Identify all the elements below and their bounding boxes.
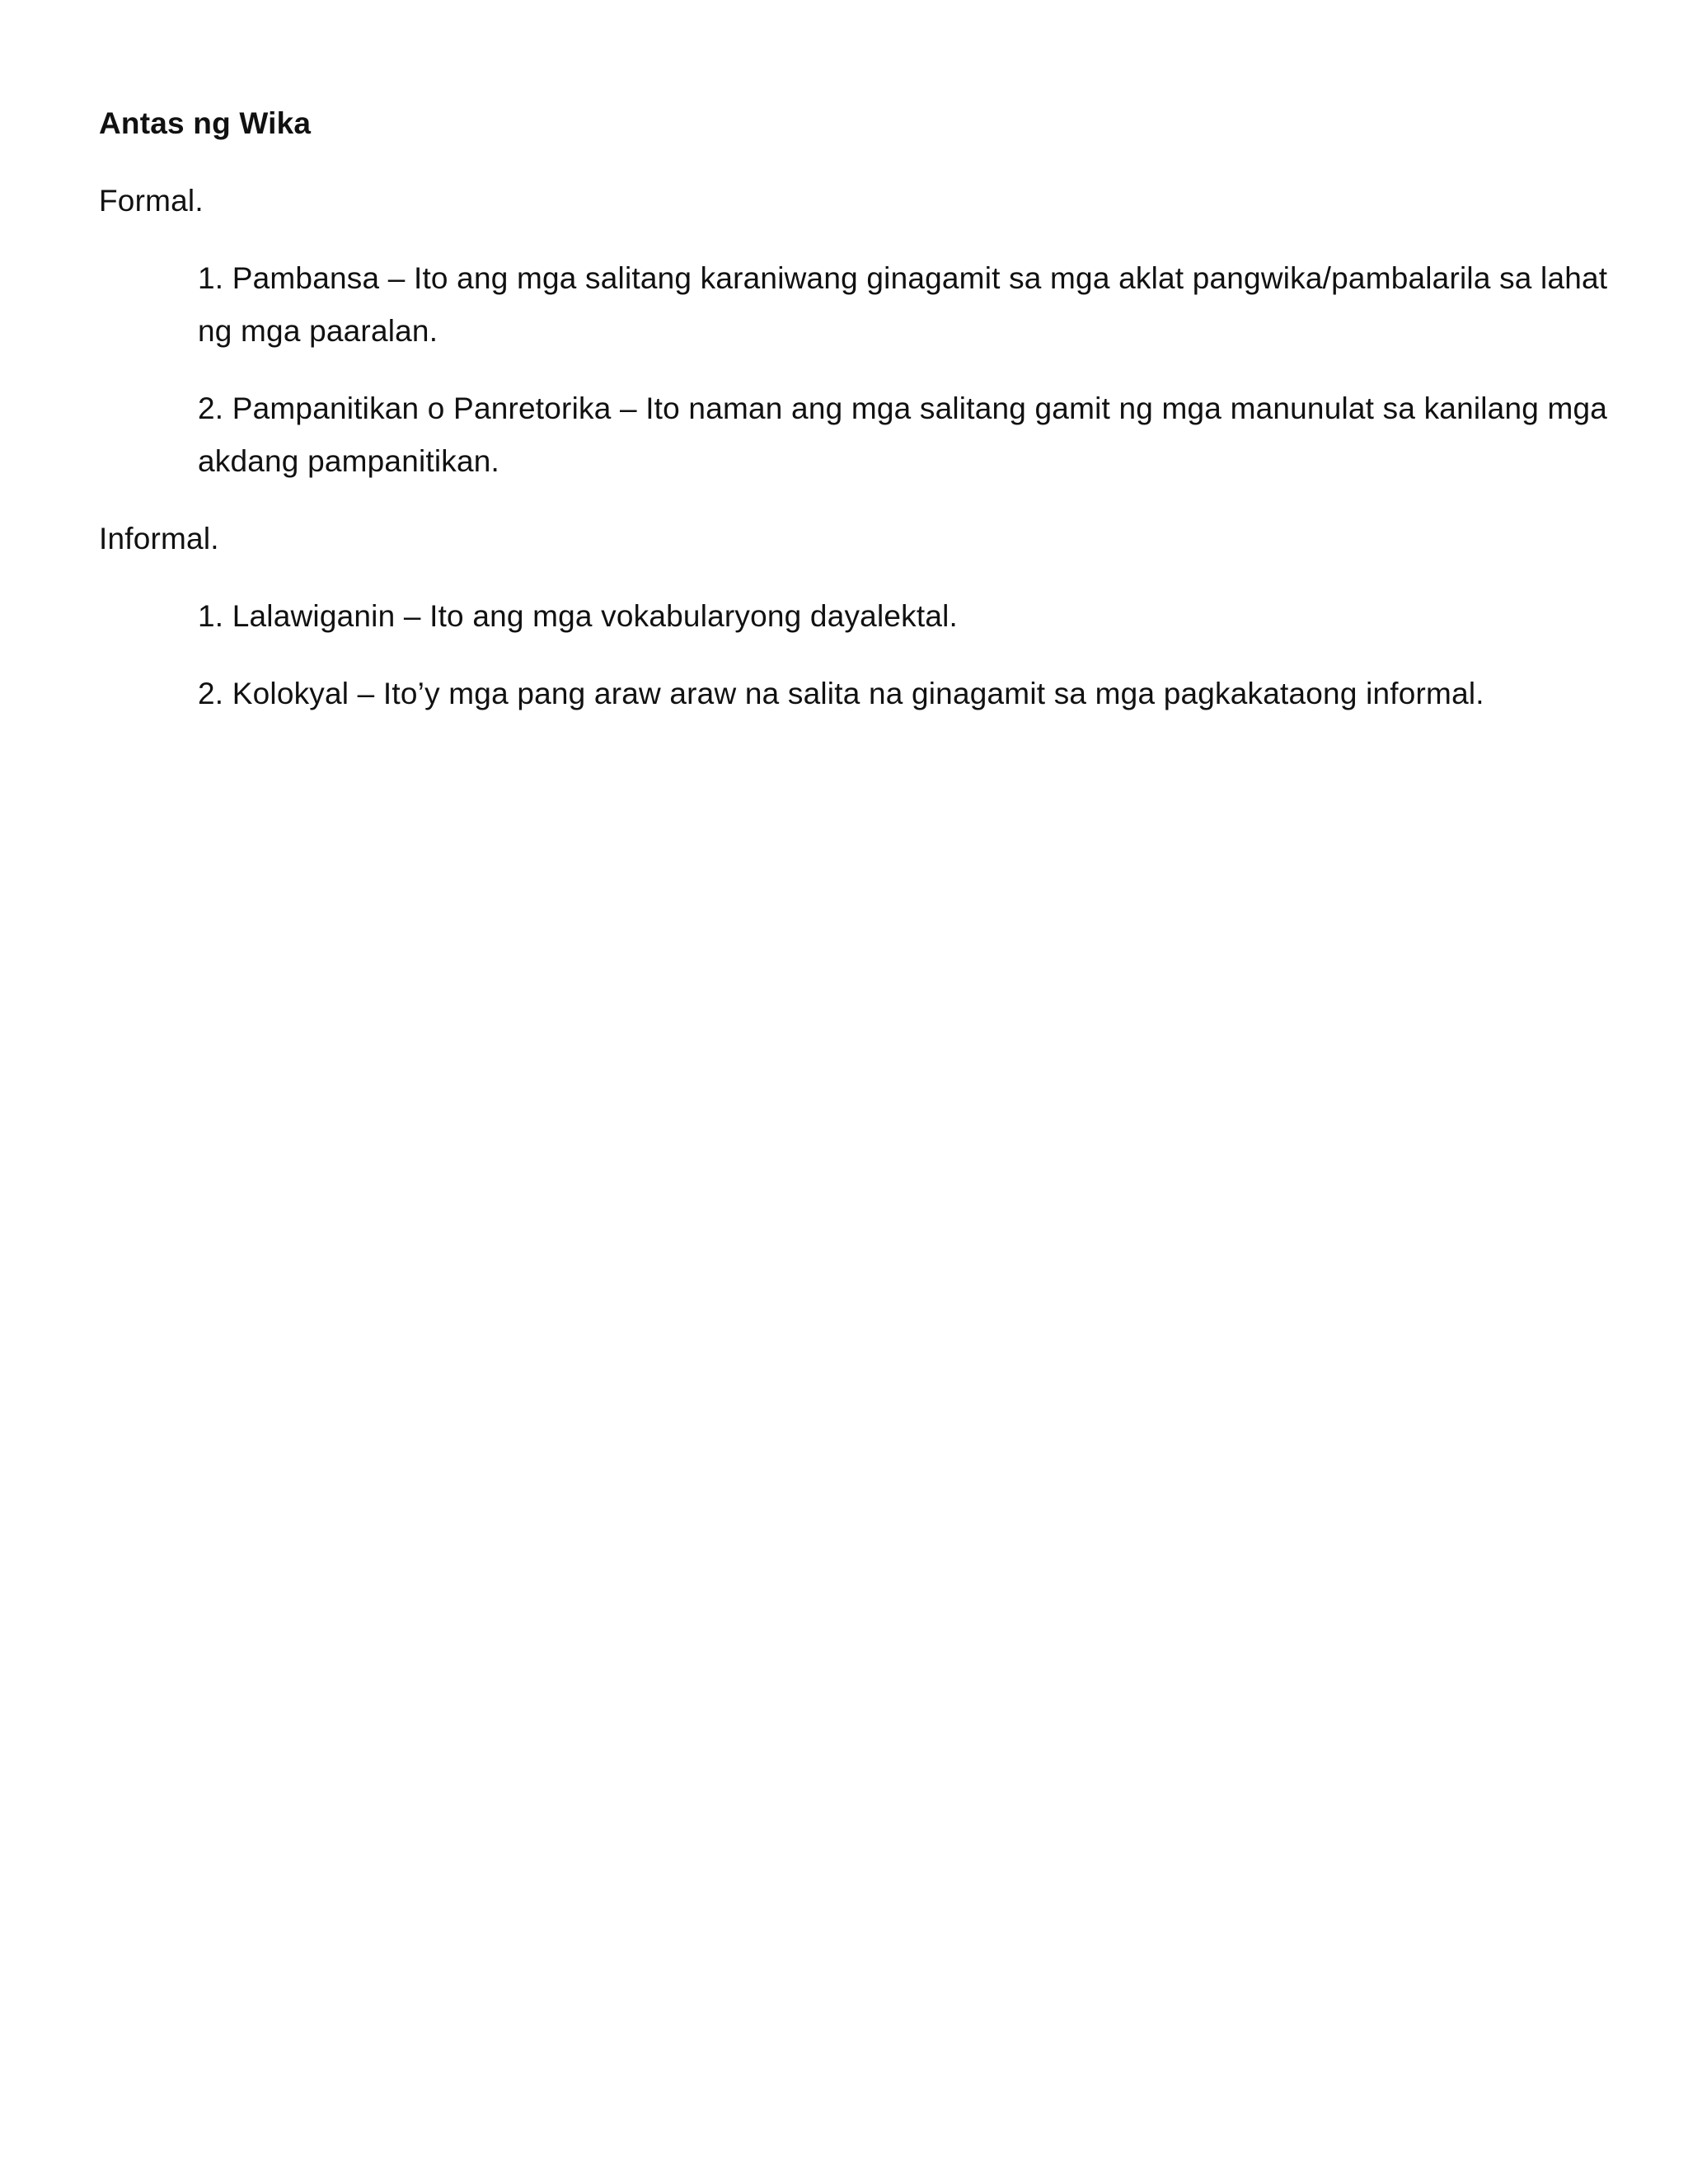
document-body	[99, 97, 1608, 745]
list-item-lalawiganin: 1. Lalawiganin – Ito ang mga vokabularyong dayalektal.	[198, 599, 959, 633]
section-label-informal: Informal.	[99, 522, 219, 555]
list-item-pampanitikan: 2. Pampanitikan o Panretorika – Ito naman ang mga salitang gamit ng mga manunulat sa kanilang mga akdang pampanitikan.	[198, 391, 1608, 478]
informal-list	[99, 590, 1582, 720]
list-item-kolokyal: 2. Kolokyal – Ito’y mga pang araw araw na salita na ginagamit sa mga pagkakataong informal.	[198, 677, 1484, 710]
document-title: Antas ng Wika	[99, 106, 312, 140]
formal-list	[99, 252, 1608, 488]
list-item-pambansa: 1. Pambansa – Ito ang mga salitang karaniwang ginagamit sa mga aklat pangwika/pambalarila sa lahat ng mga paaralan.	[198, 261, 1608, 348]
section-label-formal: Formal.	[99, 184, 204, 218]
